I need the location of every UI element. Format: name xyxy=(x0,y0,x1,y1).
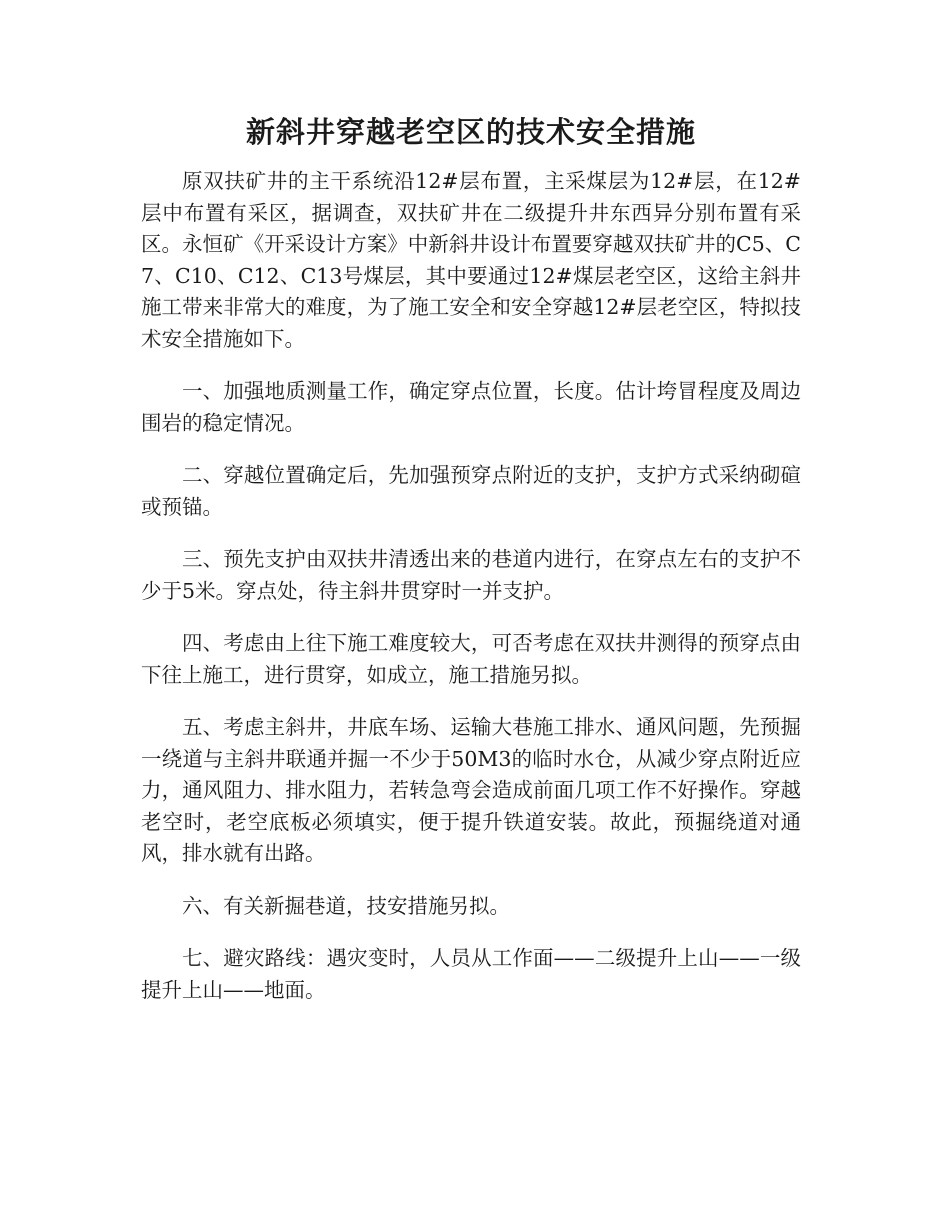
document-title: 新斜井穿越老空区的技术安全措施 xyxy=(245,115,696,149)
intro-paragraph: 原双扶矿井的主干系统沿12#层布置，主采煤层为12#层，在12#层中布置有采区，据调查，双扶矿井在二级提升井东西异分别布置有采区。永恒矿《开采设计方案》中新斜井设计布置要穿越双扶矿井的C5、C7、C10、C12、C13号煤层，其中要通过12#煤层老空区，这给主斜井施工带来非常大的难度，为了施工安全和安全穿越12#层老空区，特拟技术安全措施如下。 xyxy=(141,169,801,351)
measure-paragraph-5: 五、考虑主斜井，井底车场、运输大巷施工排水、通风问题，先预掘一绕道与主斜井联通并掘一不少于50M3的临时水仓，从减少穿点附近应力，通风阻力、排水阻力，若转急弯会造成前面几项工作不好操作。穿越老空时，老空底板必须填实，便于提升铁道安装。故此，预掘绕道对通风，排水就有出路。 xyxy=(141,715,801,865)
measure-paragraph-1: 一、加强地质测量工作，确定穿点位置，长度。估计垮冒程度及周边围岩的稳定情况。 xyxy=(141,379,801,435)
measure-paragraph-4: 四、考虑由上往下施工难度较大，可否考虑在双扶井测得的预穿点由下往上施工，进行贯穿，如成立，施工措施另拟。 xyxy=(141,631,801,687)
measure-paragraph-6: 六、有关新掘巷道，技安措施另拟。 xyxy=(182,893,510,918)
measure-paragraph-3: 三、预先支护由双扶井清透出来的巷道内进行，在穿点左右的支护不少于5米。穿点处，待主斜井贯穿时一并支护。 xyxy=(141,547,801,603)
document-page xyxy=(141,112,801,1027)
measure-paragraph-2: 二、穿越位置确定后，先加强预穿点附近的支护，支护方式采纳砌碹或预锚。 xyxy=(141,463,801,519)
measure-paragraph-7: 七、避灾路线：遇灾变时，人员从工作面——二级提升上山——一级提升上山——地面。 xyxy=(141,946,801,1002)
